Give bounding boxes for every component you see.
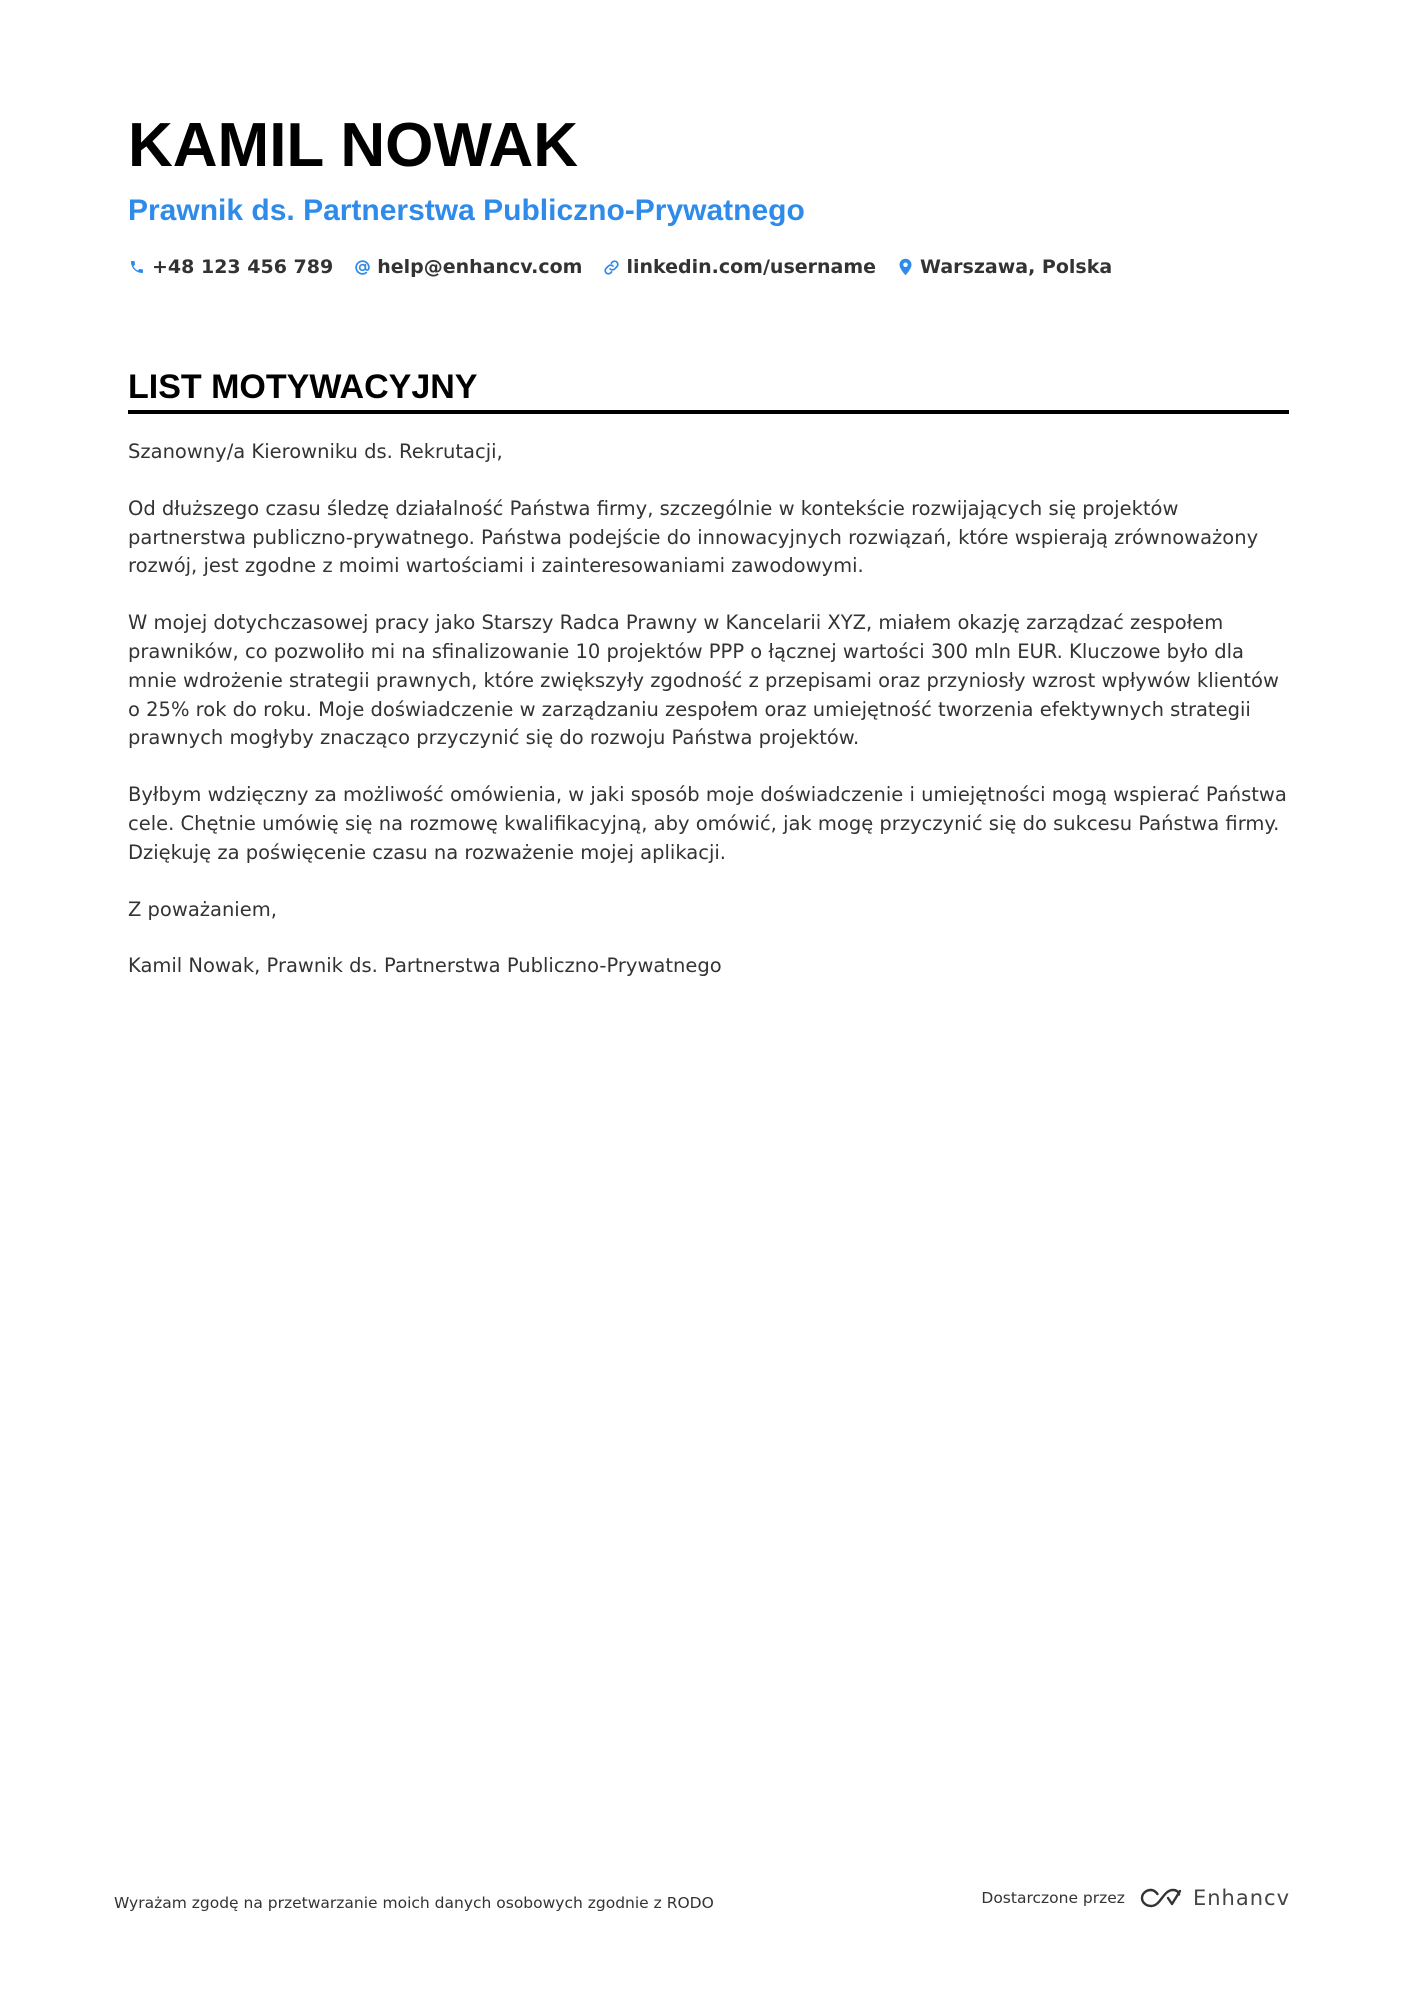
section-title: LIST MOTYWACYJNY (128, 368, 478, 406)
enhancv-brand: Enhancv (1192, 1886, 1290, 1910)
contact-bar (128, 252, 1132, 282)
map-pin-icon (896, 258, 914, 276)
candidate-name: KAMIL NOWAK (128, 111, 579, 180)
contact-phone[interactable] (128, 256, 333, 278)
letter-paragraph: Od dłuższego czasu śledzę działalność Państwa firmy, szczególnie w kontekście rozwijających się projektów partnerstwa publiczno-prywatnego. Państwa podejście do innowacyjnych rozwiązań, które wspierają zrównoważony rozwój, jest zgodne z moimi wartościami i zainteresowaniami zawodowymi. (128, 496, 1259, 578)
link-icon (602, 258, 620, 276)
contact-location (896, 256, 1112, 278)
candidate-job-title: Prawnik ds. Partnerstwa Publiczno-Prywatnego (128, 194, 805, 227)
letter-paragraph: W mojej dotychczasowej pracy jako Starszy Radca Prawny w Kancelarii XYZ, miałem okazję zarządzać zespołem prawników, co pozwoliło mi na sfinalizowanie 10 projektów PPP o łącznej wartości 300 mln EUR. Kluczowe było dla mnie wdrożenie strategii prawnych, które zwiększyły zgodność z przepisami oraz przyniosły wzrost wpływów klientów o 25% rok do roku. Moje doświadczenie w zarządzaniu zespołem oraz umiejętność tworzenia efektywnych strategii prawnych mogłyby znacząco przyczynić się do rozwoju Państwa projektów. (128, 611, 1279, 750)
letter-greeting: Szanowny/a Kierowniku ds. Rekrutacji, (128, 440, 503, 463)
contact-location-text: Warszawa, Polska (920, 256, 1113, 278)
letter-body (128, 438, 1293, 1009)
letter-signature: Kamil Nowak, Prawnik ds. Partnerstwa Publiczno-Prywatnego (128, 954, 722, 978)
contact-email[interactable] (353, 256, 582, 278)
letter-closing: Z poważaniem, (128, 897, 277, 921)
contact-linkedin[interactable] (602, 256, 876, 278)
phone-icon (128, 258, 146, 276)
provided-by-label: Dostarczone przez (981, 1889, 1125, 1907)
gdpr-consent-note: Wyrażam zgodę na przetwarzanie moich danych osobowych zgodnie z RODO (114, 1894, 714, 1912)
enhancv-logo-icon (1137, 1884, 1183, 1912)
contact-email-text: help@enhancv.com (377, 256, 583, 278)
contact-linkedin-text: linkedin.com/username (626, 256, 877, 278)
provided-by-badge[interactable] (981, 1884, 1290, 1912)
at-icon (353, 258, 371, 276)
letter-paragraph: Byłbym wdzięczny za możliwość omówienia, w jaki sposób moje doświadczenie i umiejętności mogą wspierać Państwa cele. Chętnie umówię się na rozmowę kwalifikacyjną, aby omówić, jak mogę przyczynić się do sukcesu Państwa firmy. Dziękuję za poświęcenie czasu na rozważenie mojej aplikacji. (128, 783, 1287, 864)
contact-phone-text: +48 123 456 789 (152, 256, 334, 278)
section-divider (128, 410, 1289, 414)
